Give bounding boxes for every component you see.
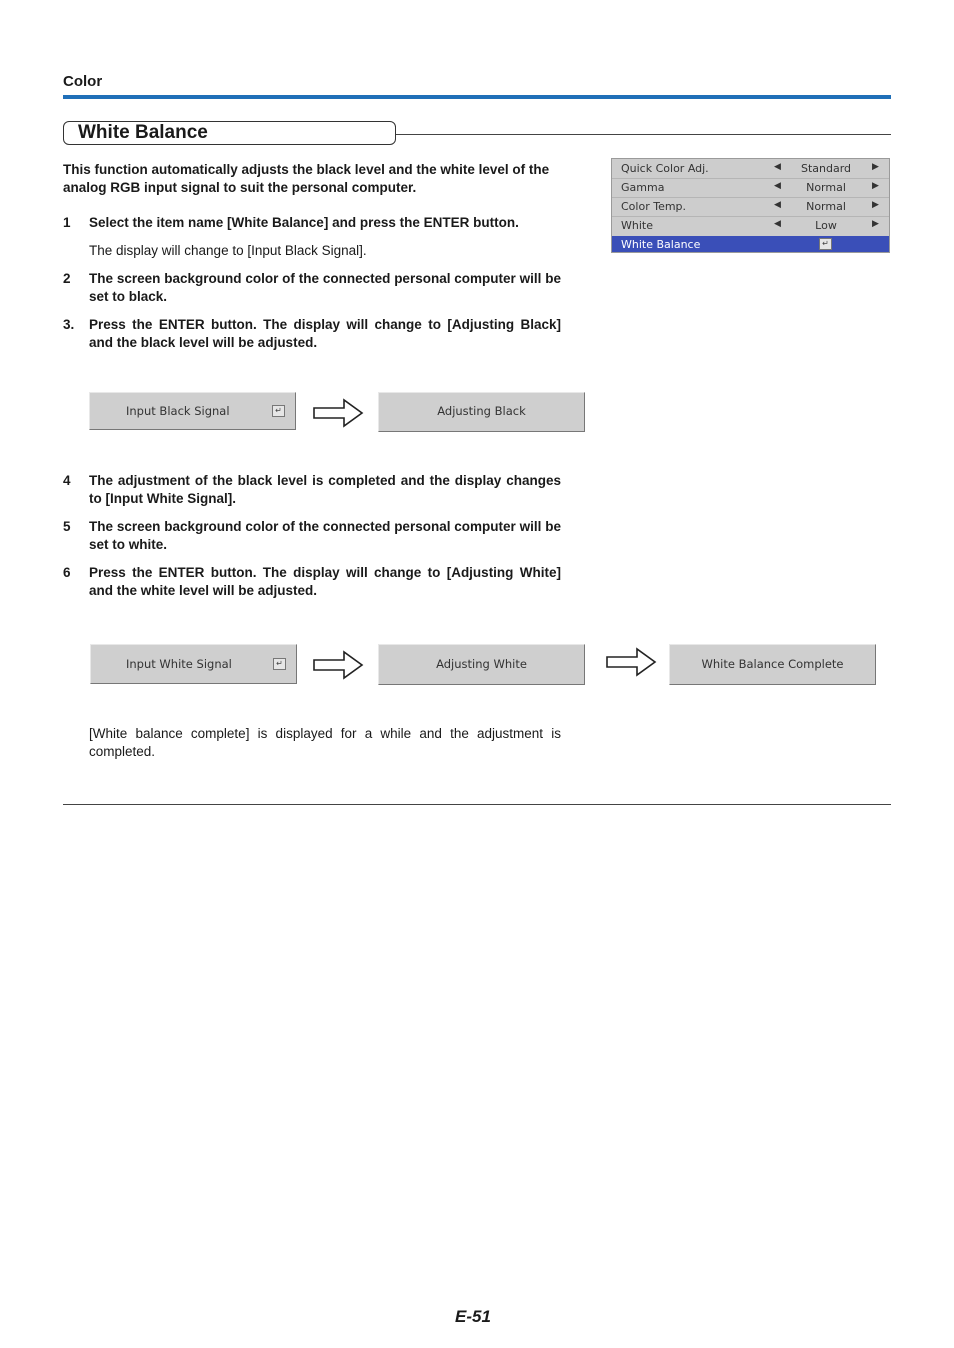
left-arrow-icon: ◀ (774, 181, 781, 191)
title-rule (396, 134, 891, 135)
panel-adjusting-white (378, 644, 585, 685)
panel-input-black-signal (89, 392, 296, 430)
osd-row-quick-color (612, 159, 889, 178)
osd-row-white (612, 216, 889, 235)
osd-row-label: White Balance (621, 238, 701, 251)
osd-row-label: Color Temp. (621, 200, 687, 213)
next-arrow-icon (605, 647, 657, 677)
enter-icon: ↵ (819, 238, 832, 250)
panel-white-balance-complete (669, 644, 876, 685)
step-number: 6 (63, 565, 71, 580)
osd-row-value: Low (815, 219, 837, 232)
step-text: Press the ENTER button. The display will change to [Adjusting Black] and the black level will be adjusted. (89, 317, 561, 350)
section-label: Color (63, 73, 103, 90)
osd-row-value: Normal (806, 200, 846, 213)
panel-label: Input White Signal (126, 657, 232, 671)
completion-note: [White balance complete] is displayed for a while and the adjustment is completed. (89, 726, 561, 759)
step-number: 4 (63, 473, 71, 488)
right-arrow-icon: ▶ (872, 219, 879, 229)
right-arrow-icon: ▶ (872, 181, 879, 191)
osd-row-white-balance (612, 236, 889, 252)
osd-row-value: Standard (800, 162, 852, 175)
footer-rule (63, 804, 891, 805)
panel-input-white-signal (90, 644, 297, 684)
header-rule (63, 95, 891, 99)
next-arrow-icon (312, 398, 364, 428)
next-arrow-icon (312, 650, 364, 680)
panel-label: Input Black Signal (126, 404, 230, 418)
page-number: E-51 (455, 1307, 491, 1326)
intro-paragraph: This function automatically adjusts the black level and the white level of the analog RGB input signal to suit the personal computer. (63, 162, 550, 195)
step-number: 2 (63, 271, 71, 286)
osd-row-color-temp (612, 197, 889, 216)
left-arrow-icon: ◀ (774, 162, 781, 172)
enter-icon: ↵ (272, 405, 285, 417)
step-text: Select the item name [White Balance] and press the ENTER button. (89, 215, 519, 230)
right-arrow-icon: ▶ (872, 200, 879, 210)
step-number: 5 (63, 519, 71, 534)
panel-label: White Balance Complete (701, 657, 844, 671)
step-note: The display will change to [Input Black Signal]. (89, 243, 367, 258)
osd-row-label: Quick Color Adj. (621, 162, 709, 175)
step-text: The adjustment of the black level is completed and the display changes to [Input White Signal]. (89, 473, 561, 506)
left-arrow-icon: ◀ (774, 200, 781, 210)
left-arrow-icon: ◀ (774, 219, 781, 229)
panel-label: Adjusting Black (437, 404, 526, 418)
page-title: White Balance (78, 122, 208, 143)
step-number: 3. (63, 317, 75, 332)
osd-row-label: Gamma (621, 181, 665, 194)
step-text: The screen background color of the connected personal computer will be set to white. (89, 519, 561, 552)
step-text: Press the ENTER button. The display will change to [Adjusting White] and the white level will be adjusted. (89, 565, 561, 598)
step-text: The screen background color of the connected personal computer will be set to black. (89, 271, 561, 304)
osd-row-label: White (621, 219, 653, 232)
step-number: 1 (63, 215, 71, 230)
right-arrow-icon: ▶ (872, 162, 879, 172)
osd-row-value: Normal (806, 181, 846, 194)
panel-adjusting-black (378, 392, 585, 432)
osd-row-gamma (612, 178, 889, 197)
osd-menu (611, 158, 890, 253)
panel-label: Adjusting White (436, 657, 527, 671)
enter-icon: ↵ (273, 658, 286, 670)
